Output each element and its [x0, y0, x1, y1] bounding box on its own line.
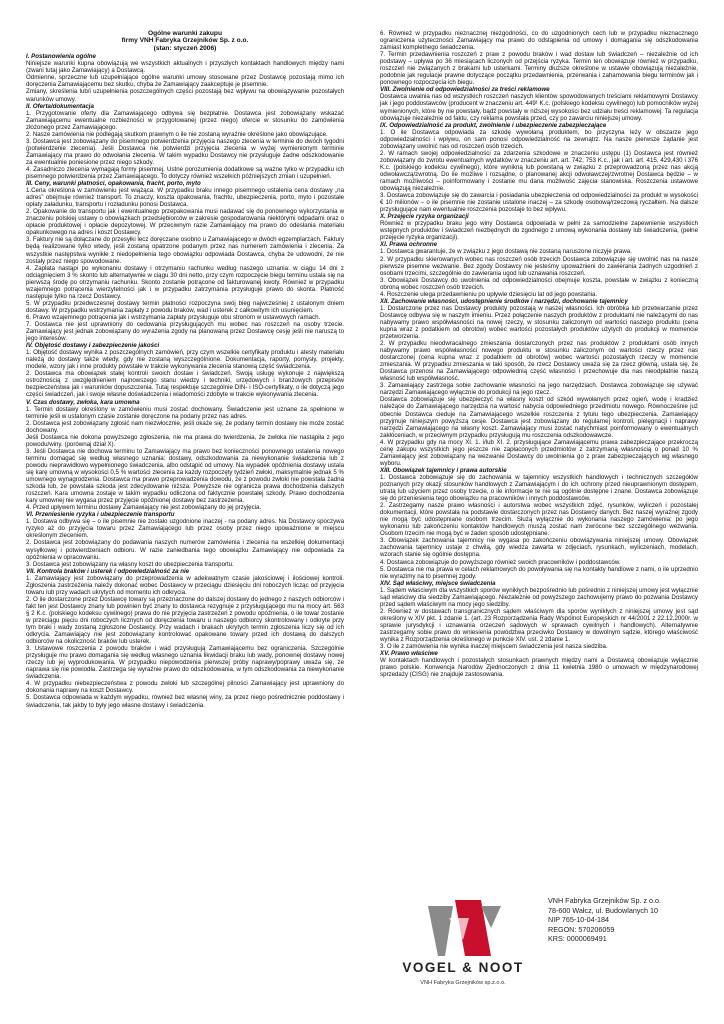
paragraph: 4. Dostawca zobowiązuje do powyższego również swoich pracowników i poddostawców.	[380, 558, 621, 566]
paragraph: 2. Dostawca jest zobowiązany zgłosić nam niezwłocznie, jeśli okaże się, że podany termin dostawy nie może zostać dochowany.	[26, 419, 344, 434]
paragraph: 1.Cena określona w zamówieniu jest wiążąca. W przypadku braku innego pisemnego ustalenia cena dostawy „na adres” obejmuje również transport. To znaczy, koszta opakowania, frachtu, ubezpieczenia, porto, myto i pozostałe opłaty załadunku, transportu i rozładunku ponosi Dostawca.	[26, 187, 344, 209]
paragraph: 3. Ustawowe roszczenia z powodu braków i wad przysługują Zamawiającemu bez ograniczenia. Szczególnie przysługuje mu prawo domagania się według własnego uznania likwidacji braku lub wady, ponownej dostawy nowej rzeczy lub jej wyprodukowania. W przypadku niepowodzenia pierwszej próby naprawy/poprawy uważa się, że naprawa się nie powiodła. Zastrzega się wyraźnie prawo do odszkodowania, w tym odszkodowania za niewykonanie świadczenia.	[26, 645, 344, 681]
paragraph: Dostawca zobowiązuje się ubezpieczyć na własny koszt od szkód wywołanych przez ogień, wodę i kradzież należące do Zamawiającego narzędzia na wartość nabycia odpowiedniego przedmiotu nowego. Równocześnie już obecnie Dostawca cieduje na Zamawiającego wszelkie roszczenia z tytułu tego ubezpieczenia. Zamawiający przyjmuje niniejszym powyższą cesje. Dostawca jest zobowiązany do regularnej kontroli, pielęgnacji i naprawy narzędzi Zamawiającego na własny koszt. Zamawiający musi zostać natychmiast poinformowany o ewentualnych zakłóceniach, w przeciwnym przypadku przysługują mu roszczenia odszkodowawcze.	[380, 396, 698, 439]
paragraph: 3. Dostawca jest zobowiązany do pisemnego potwierdzenia przyjęcia naszego zlecenia w terminie do dwóch tygodni (potwierdzenie zlecenia). Jeśli Dostawca nie potwierdzi przyjęcia zlecenia w wyżej wymienionym terminie Zamawiający ma prawo do odwołania zlecenia. W takim wypadku Dostawcy nie przysługuje żadne odszkodowanie za ewentualnie poniesione przez niego szkody.	[26, 137, 344, 166]
section-heading: VI. Przeniesienie ryzyka i ubezpieczenie transportu	[26, 511, 175, 519]
paragraph: 1. Sądem właściwym dla wszystkich sporów wynikłych bezpośrednio lub pośrednio z niniejszej umowy jest wyłącznie sąd właściwy dla siedziby Zamawiającego. Niezależnie od powyższego zachowujemy prawo do pozwania Dostawcy przed sądem właściwym na mocy jego siedziby.	[380, 586, 698, 608]
section-heading: III. Ceny, warunki płatności, opakowania, fracht, porto, myto	[26, 180, 201, 188]
paragraph: 2. Dostawca ma obowiązek stałej kontroli swoich dostaw i świadczeń. Swoją usługę wykonuje z największą ostrożnością z uwzględnieniem najnowszego stanu wiedzy i techniki, urzędowych i branżowych przepisów bezpieczeństwa jak i warunków dopuszczenia. Tutaj respektuje szczególnie DIN- i ISO-certyfikaty, o ile dotyczą jego części świadczeń, jak i swoje własne doświadczenia i wiadomości zdobyte w trakcie wykonywania zlecenia.	[26, 370, 344, 399]
section-heading: II. Oferta/dokumentacja	[26, 102, 94, 110]
paragraph: 1. Termin dostawy określony w zamówieniu musi zostać dochowany. Świadczenie jest uznane za spełnione w terminie jeśli w ustalonym czasie zostanie doręczone na podany przez nas adres.	[26, 405, 344, 420]
section-heading: XI. Prawa ochronne	[380, 241, 437, 249]
section-heading: XII. Zachowanie własności, udostępnienie środków i narzędzi, dochowanie tajemnicy	[380, 297, 628, 305]
company-details	[548, 896, 661, 944]
paragraph: 3. Jeśli Dostawca nie dochowa terminu to Zamawiający ma prawo bez konieczności ponownego ustalenia nowego terminu domagać się według własnego uznania: dostawy, odszkodowania za niewykonanie świadczenia lub z powodu nieprawidłowo wypełnionego świadczenia, albo odstąpić od umowy. Na wypadek opóźnienia dostawy ustala się karę umowną w wysokości 0,5 % wartości zlecenia za każdy rozpoczęty tydzień zwłoki, maksymalnie jednak 5 % umownego wynagrodzenia. Dostawca ma prawo przeprowadzenia dowodu, że z powodu zwłoki nie powstała żadna szkoda lub, że powstała szkoda jest zdecydowanie niższa. Powyższe nie ogranicza prawa dochodzenia dalszych roszczeń. Kara umowna zostaje w takim wypadku odliczona od faktycznie powstałej szkody. Prawo dochodzenia kary umownej nie wygasa przez przyjęcie opóźnionej dostawy bez zastrzeżenia.	[26, 447, 344, 505]
document-header	[26, 30, 344, 52]
paragraph: 4. Zapłata nastąpi po wykonaniu dostawy i otrzymaniu rachunku według naszego uznania: w ciągu 14 dni z odciągnięciem 3 % skonto lub alternatywnie w ciągu 30 dni netto, przy czym rozpoczęcie biegu terminu ustala się na pierwszą środę po otrzymaniu rachunku. Skonto zostanie potrącone od fakturowanej kwoty. Również w przypadku wzajemnego potrącenia wierzytelności jak i w przypadku zatrzymania przysługuje prawo do skonta. Płatność następuje tylko na rzecz Dostawcy.	[26, 264, 344, 300]
right-column-body	[380, 30, 698, 678]
paragraph: Odmienne, sprzeczne lub uzupełniające ogólne warunki umowy stosowane przez Dostawcę pozostają mimo ich doręczenia Zamawiającemu bez skutku, chyba że Zamawiający zaakceptuje je pisemnie.	[26, 74, 344, 89]
right-column	[380, 30, 698, 678]
paragraph: 1. Dostawca zobowiązuje się do zachowania w tajemnicy wszystkich handlowych i technicznych szczegółów poznanych przy okazji stosunków handlowych z Zamawiającym i do ich ochrony przed nieuprawnionym dostępem, utratą lub użyciem przez osoby trzecie, o ile informacje te nie są ogólnie dostępne i znane. Dostawca zobowiązuje się do przeniesienia tego obowiązku na pracowników i innych poddostawców.	[380, 473, 698, 503]
paragraph: 5. W przypadku przedwczesnej dostawy termin płatności rozpoczyna swój bieg najwcześniej z ustalonym dniem dostawy. W przypadku wstrzymania zapłaty z powodu braków, wad i usterek z całkowitym ich usunięciem.	[26, 299, 344, 314]
paragraph: 1. Dostarczone przez nas Dostawcy produkty pozostają w naszej własności. Ich obróbka lub przetwarzanie przez Dostawcę odbywa się w naszym imieniu. Przez połączenie naszych produktów z produktami nie należącymi do nas nabywamy prawo współwłasności na nowej rzeczy, w stosunku zaliczonym od wartości naszego produktu (cena kupna wraz z podatkiem od obrotów) wobec wartości pozostałych produktów użytych do produkcji w momencie przetworzenia.	[380, 304, 698, 341]
paragraph: Również w przypadku braku jego winy Dostawca odpowiada w pełni za samodzielne zapewnienie wszystkich wstępnych produktów i świadczeń niezbędnych do zgodnego z umową wykonania dostawy lub świadczenia, (pełne przejęcie ryzyka organizacji).	[380, 220, 698, 242]
paragraph: 3. Faktury nie są dołączane do przesyłki lecz doręczane osobno u Zamawiającego w dwóch egzemplarzach. Faktury będą realizowane tylko wtedy, jeśli zostaną opatrzone podanym przez nas numerem zamówienia i zlecenia. Za wszystkie następstwa wynikłe z niedopełnienia tego obowiązku odpowiada Dostawca, chyba że udowodni, że nie zostały przez niego spowodowane.	[26, 236, 344, 265]
section-heading: XV. Prawo właściwe	[380, 650, 438, 658]
paragraph: 6. Również w przypadku nieznacznej niezgodności, co do uzgodnionych cech lub w przypadku nieznacznego ograniczenia użyteczności Zamawiający ma prawo do odstąpienia od umowy i domagania się odszkodowania zamiast kompletnego świadczenia.	[380, 30, 698, 52]
paragraph: 3. Obowiązek zachowania tajemnicy nie wygasa po zakończeniu obowiązywania niniejszej umowy. Obowiązek zachowania tajemnicy ustaje z chwilą, gdy wiedza zawarta w zdjęciach, rysunkach, wyliczeniach, modelach, wzorach stanie się ogólnie dostępna.	[380, 537, 698, 559]
paragraph: 1. Przygotowanie oferty dla Zamawiającego odbywa się bezpłatnie. Dostawca jest zobowiązany wskazać Zamawiającemu ewentualne rozbieżności w przygotowanej (przez niego) ofercie w stosunku do zamówienia złożonego przez Zamawiającego.	[26, 109, 344, 131]
paragraph: Zmiany, skreślenia lub/i uzupełnienia poszczególnych części pozostają bez wpływu na obowiązywanie pozostałych warunków umowy.	[26, 88, 344, 103]
logo-subtitle: VNH Fabryka Grzejników sp.z.o.o.	[420, 980, 506, 986]
paragraph: 1. Objętość dostawy wynika z poszczególnych zamówień, przy czym wszelkie certyfikaty produktu i atesty materiału należą do dostawy także wtedy, gdy nie zostaną wyszczególnione. Dokumentacja, raporty, pomysły, projekty, modele, wzory jak i inne produkty powstałe w trakcie wykonywania zlecenia stanowią część świadczenia.	[26, 349, 344, 371]
paragraph: 7. Termin przedawnienia roszczeń z praw z powodu braków i wad dostaw lub świadczeń – niezależnie od ich podstawy – upływa po 36 miesiącach liczonych od przejścia ryzyka. Termin ten obowiązuje również w przypadku, roszczeń nie związanych z brakami lub usterkami. Terminy dłuższe określone w ustawie obowiązują niezależnie, podobnie jak regulacje prawne dotyczące początku przedawnienia, przerwania i zahamowania biegu terminów jak i ponownego rozpoczęcia ich biegu.	[380, 51, 698, 87]
logo-mark	[428, 900, 501, 956]
document-company: firmy VNH Fabryka Grzejników Sp. z o.o.	[121, 37, 249, 45]
section-heading: X. Przejęcie ryzyka organizacji	[380, 213, 469, 221]
company-name: VNH Fabryka Grzejników Sp. z o.o.	[548, 896, 662, 905]
section-heading: IV. Objętość dostawy i zabezpieczenie jakości	[26, 342, 160, 350]
paragraph: 6. Prawo wzajemnego potrącenia jak i wstrzymania zapłaty przysługuje obu stronom w ustawowych ramach.	[26, 313, 321, 321]
paragraph: 4. W przypadku gdy na mocy XI. 1. i/lub XI. 2. przysługujące Zamawiającemu prawa zabezpieczające przekroczą cenę zakupu wszystkich jego jeszcze nie zapłaconych przedmiotów z zatrzymaną własnością o ponad 10 % Zamawiający jest zobowiązany na wezwanie Dostawcy do uwolnienia go z praw zabezpieczających wg własnego wyboru.	[380, 438, 698, 467]
section-heading: V. Czas dostawy, zwłoka, kara umowna	[26, 398, 140, 406]
document-date: (stan: styczeń 2006)	[153, 44, 217, 52]
left-column	[26, 30, 344, 709]
left-column-body	[26, 53, 344, 708]
section-heading: I. Postanowienia ogólne	[26, 53, 96, 61]
paragraph: 2. W ramach swojej odpowiedzialności za zdarzenia szkodowe w znaczeniu ustępu (1) Dostawca jest również zobowiązany do zwrotu ewentualnych wydatków w znaczeniu art. art. 742, 753 K.c., jak i art. art. 415, 429,430 i 376 K.c. (polskiego kodeksu cywilnego), które wynikną lub powstaną w związku z przeprowadzoną przez nas akcją odwoławczą/zwrotną. Do ile możliwe i rozsądne, o planowanej akcji odwoławczej/zwrotnej Dostawca będzie – w ramach możliwości – poinformowany i zostanie mu dana możliwość zajęcia stanowiska. Roszczenia ustawowe obowiązują niezależnie.	[380, 149, 698, 193]
logo-wordmark: VOGEL & NOOT	[402, 960, 524, 975]
paragraph: Jeśli Dostawca nie dokona powyższego zgłoszenia, nie ma prawa do twierdzenia, że zwłoka nie nastąpiła z jego powodu/winy. (porównaj dział X).	[26, 433, 344, 448]
paragraph: 2. O ile dostarczone przez Dostawcę towary są przeznaczone do dalszej dostawy do jednego z naszych odbiorców i fakt ten jest Dostawcy znany lub powinien być znany to dostawca rezygnuje z przysługującego mu na mocy art. 563 § 2 K.c. (polskiego kodeksu cywilnego) prawa do nie przyjęcia zastrzeżeń z powodu opóźnienia, o ile towar zostanie w przeciągu pięciu dni roboczych licznych od doręczenia towaru u naszego odbiorcy skontrolowany i odkryte przy tym braki i wady zostaną zgłoszone Dostawcy. Przy wadach i brakach ukrytych termin zgłoszenia liczy się od ich odkrycia. Zamawiający nie jest zobowiązany kontrolować opakowane towary przed ich dostawą do dalszych odbiorców na okoliczność braków lub usterek.	[26, 595, 344, 646]
paragraph: 3. Dostawca zobowiązuje się do zawarcia i posiadania ubezpieczenia od odpowiedzialności za produkt w wysokości € 10 milionów – o ile pisemnie nie zostanie ustalone inaczej – za szkodę osobową/rzeczową ryczałtem. Na dalsze przysługujące nam ewentualnie roszczenia pozostaje to bez wpływu.	[380, 192, 698, 214]
paragraph: 2. W przypadku nieodwracalnego zmieszania dostarczonych przez nas produktów z produktami osób innych nabywamy prawo współwłasności nowego produktu w stosunku zaliczonym od wartości rzeczy przez nas dostarczonej (cena kupna wraz z podatkiem od obrotów) wobec wartości pozostałych rzeczy w momencie zmieszania. W przypadku zmieszania w taki sposób, że rzecz Dostawcy uważa się za rzecz główną, ustala się, że Dostawca przenosi na Zamawiającego odpowiednią część własności i przechowuje dla nas nieodpłatnie naszą własność lub współwłasność.	[380, 340, 698, 383]
paragraph: 3. O ile z zamówienia nie wynika inaczej miejscem świadczenia jest nasza siedziba.	[380, 643, 608, 651]
company-nip: NIP 765-10-04-184	[548, 915, 610, 925]
paragraph: 2. Nasze zamówienia nie podlegają skutkom prawnym o ile nie zostaną wyraźnie określone jako obowiązujące.	[26, 130, 328, 138]
paragraph: 1. O ile Dostawca odpowiada za szkodę wywołaną produktem, bo przyczyna leży w obszarze jego odpowiedzialności i wpływu, on sam ponosi odpowiedzialność na zewnątrz. Na nasze pierwsze żądanie jest zobowiązany uwolnić nas od roszczeń osób trzecich.	[380, 128, 698, 150]
vogel-noot-logo	[393, 888, 533, 998]
paragraph: 5. Dostawca odpowiada w każdym wypadku, również bez własnej winy, za przez niego pośrednicznie poddostawy i świadczenia, tak jakby to były jego własne dostawy i świadczenia.	[26, 694, 344, 709]
paragraph: 4. W przypadku niebezpieczeństwa z powodu zwłoki lub szczególnej pilności Zamawiający jest uprawniony do dokonania naprawy na koszt Dostawcy.	[26, 680, 344, 695]
section-heading: XIV. Sąd właściwy, miejsce świadczenia	[380, 579, 496, 587]
company-krs: KRS: 0000069491	[548, 934, 607, 944]
paragraph: W kontaktach handlowych i pozostałych stosunkach prawnych między nami a Dostawcą obowiązuje wyłącznie prawo polskie. Konwencja Narodów Zjednoczonych z dnia 11 kwietnia 1980 o umowach w międzynarodowej sprzedaży (CISG) nie znajduje zastosowania.	[380, 657, 698, 679]
paragraph: 4. Zasadniczo zlecenia wymagają formy pisemnej. Ustne porozumienia dodatkowe są ważne tylko w przypadku ich pisemnego potwierdzenia przez Zamawiającego. To dotyczy również wszelkich późniejszych zmian i uzupełnień.	[26, 165, 344, 181]
paragraph: 5. Dostawca nie ma prawa w celach reklamowych do powoływania się na kontakty handlowe z nami, o ile uprzednio nie wyrazimy na to pisemnej zgody.	[380, 565, 698, 580]
paragraph: 1. Dostawa odbywa się – o ile pisemnie nie zostało uzgodnione inaczej - na podany adres. Na Dostawcy spoczywa ryzyko aż do przyjęcia towaru przez Zamawiającego lub przez osoby przez niego upoważnione w miejscu określonym zleceniem.	[26, 518, 344, 540]
paragraph: 7. Dostawca nie jest uprawniony do cedowania przysługujących mu wobec nas roszczeń na osoby trzecie. Zamawiający jest jednak zobowiązany do wyrażenia zgody na planowaną przez Dostawcę cesję jeśli nie naruszą to jego interesów.	[26, 321, 344, 343]
paragraph: 1. Zamawiający jest zobowiązany do przeprowadzenia w adekwatnym czasie jakościowej i ilościowej kontroli. Zgłoszenia zastrzeżenia należy dokonać wobec Dostawcy w przeciągu dziesięciu dni roboczych licząc od przyjęcia towaru lub przy wadach ukrytych od momentu ich odkrycia.	[26, 574, 344, 596]
paragraph: Niniejsze warunki kupna obowiązują we wszystkich aktualnych i przyszłych kontaktach handlowych między nami (zwani tutaj jako Zamawiający) a Dostawcą.	[26, 60, 344, 75]
section-heading: XIII. Obowiązek tajemnicy i prawa autorskie	[380, 466, 507, 474]
section-heading: IX. Odpowiedzialność za produkt, zwolnienie i ubezpieczenie zabezpieczające	[380, 121, 607, 129]
paragraph: 2. Opakowanie do transportu jak i ewentualnego przepakowania musi nadawać się do ponownego wykorzystania w znaczeniu polskiej ustawy o obowiązkach przedsiębiorców w zakresie gospodarowania niektórymi odpadami oraz o opłacie produktowej i opłacie depozytowej. W przeciwnym razie Zamawiający ma prawo do odesłania materiału opakunkowego na adres i koszt Dostawcy.	[26, 208, 344, 237]
section-heading: VIII. Zwolnienie od odpowiedzialności za treści reklamowe	[380, 86, 550, 94]
paragraph: 2. W przypadku skierowanych wobec nas roszczeń osób trzecich Dostawca zobowiązuje się uwolnić nas na nasze pierwsze pisemne wezwanie. Bez zgody Dostawcy nie jesteśmy upoważnieni do zawierania żadnych uzgodnień z osobami trzecimi, szczególnie do zawierania ugod lub uznawania roszczeń.	[380, 255, 698, 277]
section-heading: VII. Kontrola braków i usterek i odpowiedzialność za nie	[26, 567, 190, 575]
document-title: Ogólne warunki zakupu	[147, 30, 222, 37]
paragraph: 3. Dostawca jest zobowiązany na własny koszt do ubezpieczenia transportu.	[26, 560, 234, 568]
paragraph: Dostawca uwalnia nas od wszystkich roszczeń naszych klientów spowodowanych treściami reklamowymi Dostawcy jak i jego poddostawców (producent w znaczeniu art. 449¹ K.c. (polskiego kodeksu cywilnego) lub pomocników wyżej wymienionych, które by nie powstały, bądź powstały w niższej wysokości bez udziału treści reklamowej. Ta regulacja obowiązuje niezależnie od faktu, czy reklama powstała przed, czy po zawarciu niniejszej umowy.	[380, 93, 698, 122]
paragraph: 3. Obowiązek Dostawcy do uwolnienia od odpowiedzialności obejmuje koszta, powstałe w związku z konieczną obroną wobec roszczeń osób trzecich.	[380, 276, 698, 291]
paragraph: 4. Przed upływem terminu dostawy Zamawiający nie jest zobowiązany do jej przyjęcia.	[26, 504, 262, 512]
paragraph: 2. Również w dostawach transgranicznych sądem właściwym dla sporów wynikłych z niniejszej umowy jest sąd określony w XIV pkt. 1 zdanie 1. (art. 23 Rozporządzenia Rady Wspólnot Europejskich nr 44/2001 z 22.12.2000r. w sprawie jurysdykcji i uznawania orzeczeń sądowych w sprawach cywilnych i handlowych). Alternatywnie zastrzegamy sobie prawo do wniesienia powództwa przeciwko Dostawcy w dowolnym sądzie, którego właściwość wynika z Rozporządzenia określonego w punkcie XIV. ust. 2 zdanie 1.	[380, 607, 698, 644]
company-address: 78-600 Wałcz, ul. Budowlanych 10	[548, 905, 659, 915]
company-regon: REGON: 570206059	[548, 924, 615, 934]
paragraph: 2. Zastrzegamy nasze prawo własności i autorstwa wobec wszystkich zdjęć, rysunków, wyliczeń i pozostałej dokumentacji, które powstała na podstawie dostarczonych przez nas Dostawcy danych. Bez naszej wyraźnej zgody nie mogą być udostępniane osobom trzecim. Służą wyłącznie do wykonania naszego zamówienia; po jego wykonaniu lub zakończeniu kontaktów handlowych muszą zostać nam zwrócone bez szczególnego wezwania. Osobom trzecim nie mogą być w żaden sposób udostępniane.	[380, 502, 698, 538]
paragraph: 2. Dostawca jest zobowiązany do podawania naszych numerów zamówienia i zlecenia na wszelkiej dokumentacji wysyłkowej i potwierdzeniach odbioru. W razie zaniedbania tego obowiązku Zamawiający nie odpowiada za opóźnienia w opracowaniu.	[26, 539, 344, 561]
paragraph: 3. Zamawiający zastrzega sobie zachowanie własności na jego narzędziach. Dostawca zobowiązuje się używać narzędzi Zamawiającego wyłącznie do produkcji na jego rzecz.	[380, 382, 698, 397]
paragraph: 4. Roszczenie ulega przedawnieniu po upływie dziesięciu lat od jego powstania.	[380, 290, 598, 298]
paragraph: 1. Dostawca gwarantuje, że w związku z jego dostawą nie zostaną naruszone niczyje prawa.	[380, 248, 632, 256]
company-footer	[393, 888, 713, 998]
